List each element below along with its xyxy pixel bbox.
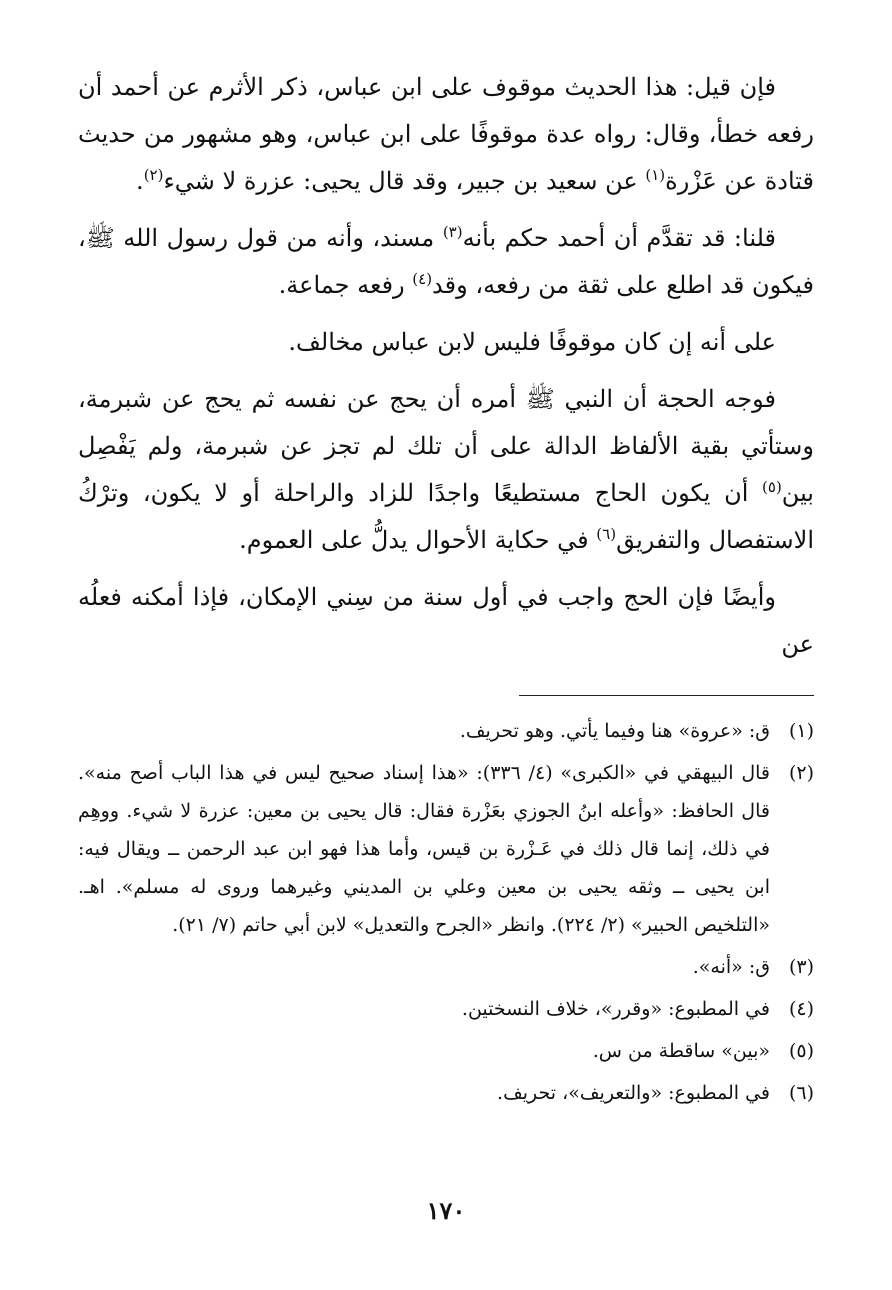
text-segment: أن يكون الحاج مستطيعًا واجدًا للزاد والراحلة أو لا يكون، وترْكُ الاستفصال والتفريق — [78, 479, 814, 554]
footnote-divider — [519, 695, 814, 696]
text-segment: . — [136, 167, 144, 195]
footnote-text: في المطبوع: «والتعريف»، تحريف. — [497, 1082, 770, 1104]
page-number: ١٧٠ — [426, 1196, 466, 1225]
footnote-number: (٤) — [788, 998, 814, 1020]
text-segment: في حكاية الأحوال يدلُّ على العموم. — [239, 526, 597, 554]
footnote-number: (١) — [788, 720, 814, 742]
footnote-1 — [78, 712, 814, 750]
footnote-ref-2: (٢) — [143, 166, 164, 184]
text-segment: مسند، وأنه من قول رسول الله ﷺ، فيكون قد اطلع على ثقة من رفعه، وقد — [78, 224, 814, 299]
text-segment: فوجه الحجة أن النبي ﷺ أمره أن يحج عن نفسه ثم يحج عن شبرمة، وستأتي بقية الألفاظ الدالة على أن تلك لم تجز عن شبرمة، ولم يَفْصِل بين — [78, 385, 814, 507]
paragraph-reply — [78, 215, 814, 309]
footnote-3 — [78, 948, 814, 986]
footnote-text: قال البيهقي في «الكبرى» (٤/ ٣٣٦): «هذا إسناد صحيح ليس في هذا الباب أصح منه». قال الحافظ: «وأعله ابنُ الجوزي بعَزْرة فقال: قال يحيى بن معين: عزرة لا شيء. ووهِم في ذلك، إنما قال ذلك في عَـزْرة بن قيس، وأما هذا فهو ابن عبد الرحمن ــ ويقال فيه: ابن يحيى ــ وثقه يحيى بن معين وعلي بن المديني وغيرهما وروى له مسلم». اهـ. «التلخيص الحبير» (٢/ ٢٢٤). وانظر «الجرح والتعديل» لابن أبي حاتم (٧/ ٢١). — [78, 762, 770, 936]
footnote-number: (٢) — [788, 762, 814, 784]
paragraph-objection — [78, 64, 814, 205]
footnote-6 — [78, 1074, 814, 1112]
text-segment: فإن قيل: هذا الحديث موقوف على ابن عباس، ذكر الأثرم عن أحمد أن رفعه خطأ، وقال: رواه عدة موقوفًا على ابن عباس، وهو مشهور من حديث قتادة عن عَزْرة — [78, 73, 814, 195]
paragraph-no-dissent: على أنه إن كان موقوفًا فليس لابن عباس مخالف. — [288, 328, 776, 356]
footnote-text: في المطبوع: «وقرر»، خلاف النسختين. — [461, 998, 770, 1020]
footnote-4 — [78, 990, 814, 1028]
main-text — [78, 64, 814, 678]
footnote-text: «بين» ساقطة من س. — [592, 1040, 770, 1062]
footnote-ref-5: (٥) — [762, 478, 782, 496]
text-segment: عن سعيد بن جبير، وقد قال يحيى: عزرة لا شيء — [163, 167, 646, 195]
footnote-number: (٦) — [788, 1082, 814, 1104]
text-segment: رفعه جماعة. — [278, 271, 413, 299]
footnote-2 — [78, 754, 814, 944]
footnotes — [78, 712, 814, 1116]
footnote-number: (٥) — [788, 1040, 814, 1062]
footnote-ref-6: (٦) — [596, 525, 617, 543]
footnote-ref-1: (١) — [645, 166, 666, 184]
footnote-5 — [78, 1032, 814, 1070]
footnote-text: ق: «أنه». — [692, 956, 770, 978]
footnote-text: ق: «عروة» هنا وفيما يأتي. وهو تحريف. — [459, 720, 770, 742]
footnote-ref-4: (٤) — [412, 270, 433, 288]
footnote-number: (٣) — [788, 956, 814, 978]
text-segment: قلنا: قد تقدَّم أن أحمد حكم بأنه — [462, 224, 776, 252]
paragraph-continuation: وأيضًا فإن الحج واجب في أول سنة من سِني الإمكان، فإذا أمكنه فعلُه عن — [78, 583, 814, 658]
footnote-ref-3: (٣) — [442, 223, 463, 241]
paragraph-argument — [78, 376, 814, 564]
